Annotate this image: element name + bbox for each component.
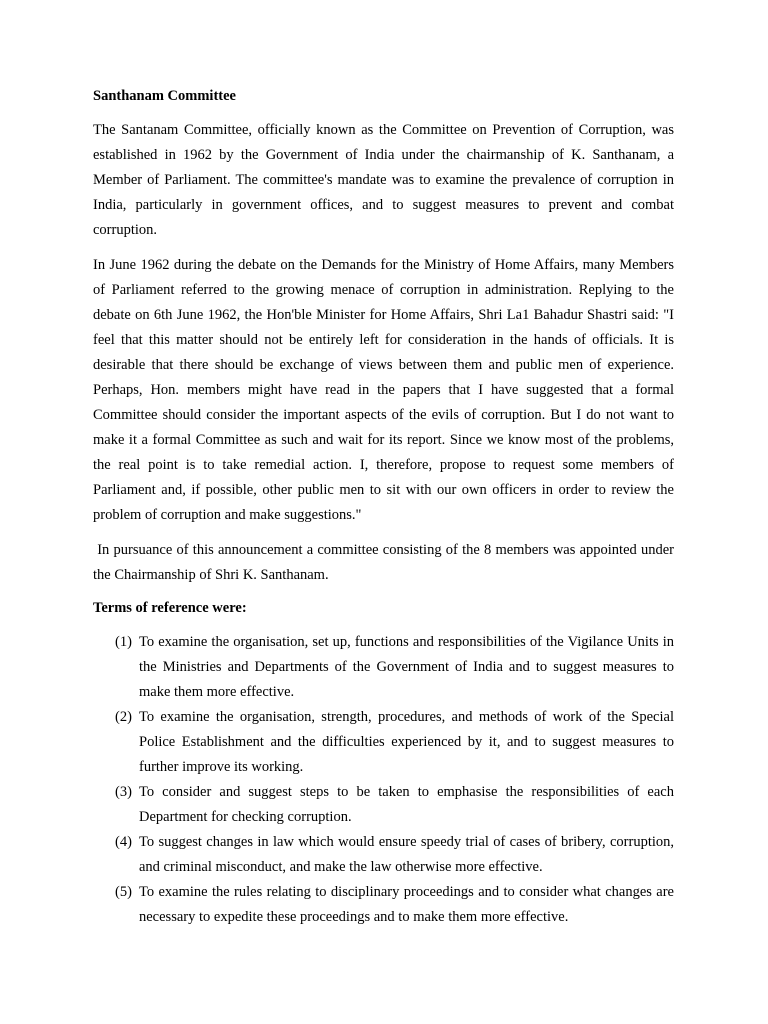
paragraph-debate: In June 1962 during the debate on the Demands for the Ministry of Home Affairs, many Members of Parliament referred to the growing menace of corruption in administration. Replying to the debate on 6th June 1962, the Hon'ble Minister for Home Affairs, Shri La1 Bahadur Shastri said: "I feel that this matter should not be entirely left for consideration in the hands of officials. It is desirable that there should be exchange of views between them and public men of experience. Perhaps, Hon. members might have read in the papers that I have suggested that a formal Committee should consider the important aspects of the evils of corruption. But I do not want to make it a formal Committee as such and wait for its report. Since we know most of the problems, the real point is to take remedial action. I, therefore, propose to request some members of Parliament and, if possible, other public men to sit with our own officers in order to review the problem of corruption and make suggestions." — [93, 257, 678, 523]
list-item-number: (3) — [115, 784, 132, 800]
list-item-number: (1) — [115, 634, 132, 650]
list-item-number: (2) — [115, 709, 132, 725]
list-item — [115, 780, 674, 830]
list-item — [115, 630, 674, 705]
list-item-number: (4) — [115, 834, 132, 850]
paragraph-introduction: The Santanam Committee, officially known as the Committee on Prevention of Corruption, was established in 1962 by the Government of India under the chairmanship of K. Santhanam, a Member of Parliament. The committee's mandate was to examine the prevalence of corruption in India, particularly in government offices, and to suggest measures to prevent and combat corruption. — [93, 122, 678, 238]
list-item — [115, 880, 674, 930]
paragraph-appointment: In pursuance of this announcement a committee consisting of the 8 members was appointed under the Chairmanship of Shri K. Santhanam. — [93, 542, 678, 583]
terms-heading: Terms of reference were: — [93, 600, 247, 616]
list-item-text: To examine the rules relating to disciplinary proceedings and to consider what changes are necessary to expedite these proceedings and to make them more effective. — [139, 884, 674, 925]
list-item-text: To suggest changes in law which would ensure speedy trial of cases of bribery, corruption, and criminal misconduct, and make the law otherwise more effective. — [139, 834, 674, 875]
list-item — [115, 705, 674, 780]
list-item-number: (5) — [115, 884, 132, 900]
list-item-text: To examine the organisation, set up, functions and responsibilities of the Vigilance Units in the Ministries and Departments of the Government of India and to suggest measures to make them more effective. — [139, 634, 674, 700]
list-item — [115, 830, 674, 880]
terms-list — [93, 630, 674, 930]
list-item-text: To examine the organisation, strength, procedures, and methods of work of the Special Police Establishment and the difficulties experienced by it, and to suggest measures to further improve its working. — [139, 709, 674, 775]
list-item-text: To consider and suggest steps to be taken to emphasise the responsibilities of each Department for checking corruption. — [139, 784, 674, 825]
document-title: Santhanam Committee — [93, 88, 236, 104]
